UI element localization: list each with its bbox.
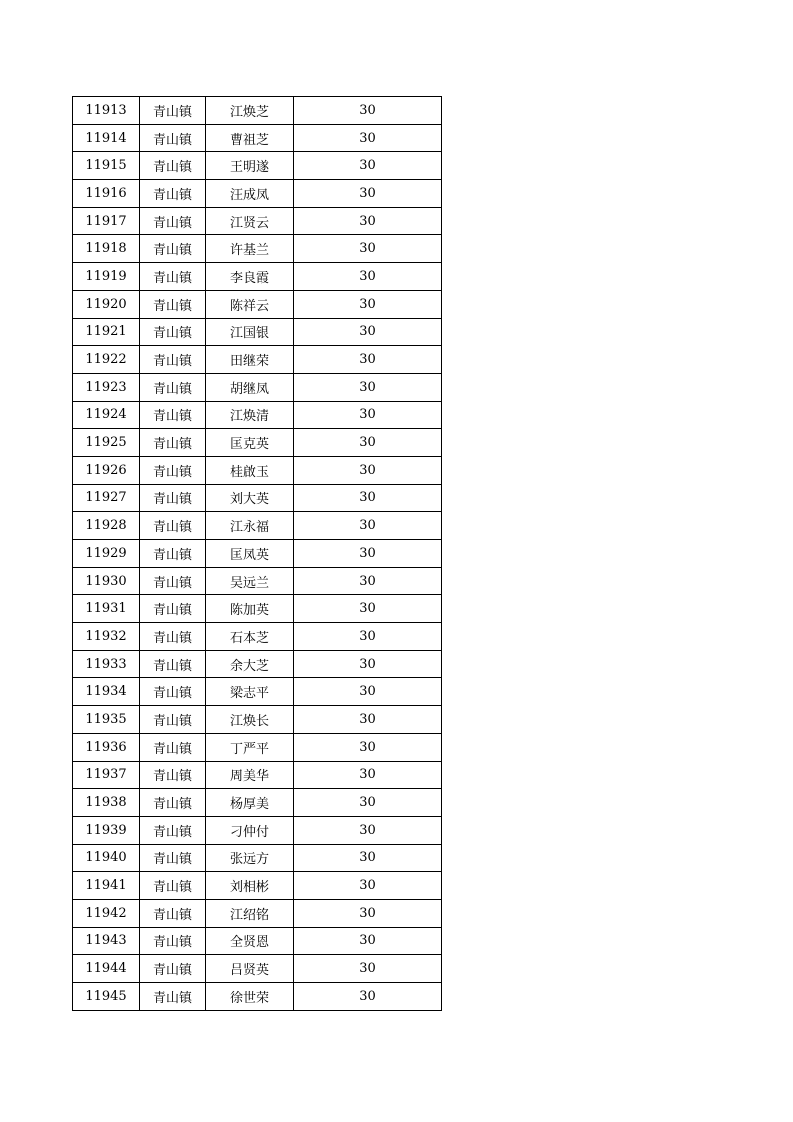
cell-id: 11924	[73, 401, 140, 429]
cell-id: 11926	[73, 456, 140, 484]
cell-name: 刘相彬	[206, 872, 294, 900]
cell-name: 汪成凤	[206, 180, 294, 208]
cell-id: 11913	[73, 97, 140, 125]
cell-town: 青山镇	[140, 263, 206, 291]
cell-amount: 30	[294, 318, 442, 346]
table-row	[73, 263, 442, 291]
table-row	[73, 290, 442, 318]
table-row	[73, 373, 442, 401]
cell-name: 李良霞	[206, 263, 294, 291]
cell-town: 青山镇	[140, 429, 206, 457]
cell-amount: 30	[294, 872, 442, 900]
cell-town: 青山镇	[140, 484, 206, 512]
cell-town: 青山镇	[140, 899, 206, 927]
cell-id: 11925	[73, 429, 140, 457]
cell-id: 11942	[73, 899, 140, 927]
table-row	[73, 346, 442, 374]
table-row	[73, 484, 442, 512]
cell-amount: 30	[294, 263, 442, 291]
cell-id: 11937	[73, 761, 140, 789]
cell-town: 青山镇	[140, 706, 206, 734]
cell-name: 江焕芝	[206, 97, 294, 125]
table-row	[73, 844, 442, 872]
cell-id: 11938	[73, 789, 140, 817]
cell-name: 江焕长	[206, 706, 294, 734]
cell-id: 11922	[73, 346, 140, 374]
cell-id: 11945	[73, 983, 140, 1011]
table-row	[73, 872, 442, 900]
cell-amount: 30	[294, 97, 442, 125]
cell-amount: 30	[294, 235, 442, 263]
cell-name: 江永福	[206, 512, 294, 540]
cell-id: 11939	[73, 816, 140, 844]
cell-amount: 30	[294, 567, 442, 595]
cell-amount: 30	[294, 844, 442, 872]
cell-town: 青山镇	[140, 346, 206, 374]
cell-town: 青山镇	[140, 872, 206, 900]
cell-name: 江国银	[206, 318, 294, 346]
cell-amount: 30	[294, 955, 442, 983]
cell-town: 青山镇	[140, 623, 206, 651]
table-row	[73, 678, 442, 706]
cell-town: 青山镇	[140, 678, 206, 706]
cell-name: 刘大英	[206, 484, 294, 512]
cell-name: 曹祖芝	[206, 124, 294, 152]
cell-amount: 30	[294, 124, 442, 152]
cell-amount: 30	[294, 789, 442, 817]
cell-amount: 30	[294, 401, 442, 429]
cell-name: 江焕清	[206, 401, 294, 429]
table-body	[73, 97, 442, 1011]
cell-town: 青山镇	[140, 983, 206, 1011]
table-row	[73, 456, 442, 484]
cell-amount: 30	[294, 678, 442, 706]
cell-id: 11916	[73, 180, 140, 208]
cell-town: 青山镇	[140, 318, 206, 346]
cell-town: 青山镇	[140, 595, 206, 623]
cell-amount: 30	[294, 207, 442, 235]
cell-amount: 30	[294, 595, 442, 623]
cell-name: 丁严平	[206, 733, 294, 761]
cell-id: 11920	[73, 290, 140, 318]
cell-name: 许基兰	[206, 235, 294, 263]
cell-amount: 30	[294, 290, 442, 318]
cell-amount: 30	[294, 540, 442, 568]
table-row	[73, 899, 442, 927]
cell-id: 11941	[73, 872, 140, 900]
cell-town: 青山镇	[140, 207, 206, 235]
table-row	[73, 706, 442, 734]
cell-town: 青山镇	[140, 733, 206, 761]
cell-name: 匡克英	[206, 429, 294, 457]
cell-id: 11940	[73, 844, 140, 872]
cell-amount: 30	[294, 180, 442, 208]
table-row	[73, 983, 442, 1011]
cell-name: 周美华	[206, 761, 294, 789]
cell-amount: 30	[294, 346, 442, 374]
cell-town: 青山镇	[140, 540, 206, 568]
cell-name: 江绍铭	[206, 899, 294, 927]
cell-town: 青山镇	[140, 761, 206, 789]
table-row	[73, 927, 442, 955]
table-row	[73, 318, 442, 346]
cell-amount: 30	[294, 512, 442, 540]
cell-town: 青山镇	[140, 567, 206, 595]
cell-amount: 30	[294, 761, 442, 789]
cell-id: 11936	[73, 733, 140, 761]
cell-town: 青山镇	[140, 373, 206, 401]
cell-name: 陈加英	[206, 595, 294, 623]
cell-id: 11929	[73, 540, 140, 568]
cell-name: 吴远兰	[206, 567, 294, 595]
cell-id: 11927	[73, 484, 140, 512]
cell-amount: 30	[294, 927, 442, 955]
cell-amount: 30	[294, 152, 442, 180]
cell-town: 青山镇	[140, 844, 206, 872]
table-row	[73, 512, 442, 540]
cell-name: 胡继凤	[206, 373, 294, 401]
cell-town: 青山镇	[140, 816, 206, 844]
cell-amount: 30	[294, 484, 442, 512]
cell-id: 11921	[73, 318, 140, 346]
table-row	[73, 540, 442, 568]
table-row	[73, 650, 442, 678]
cell-name: 余大芝	[206, 650, 294, 678]
cell-amount: 30	[294, 456, 442, 484]
cell-name: 徐世荣	[206, 983, 294, 1011]
cell-town: 青山镇	[140, 124, 206, 152]
cell-amount: 30	[294, 899, 442, 927]
cell-name: 王明遂	[206, 152, 294, 180]
cell-id: 11934	[73, 678, 140, 706]
cell-amount: 30	[294, 373, 442, 401]
cell-amount: 30	[294, 983, 442, 1011]
cell-name: 石本芝	[206, 623, 294, 651]
table-row	[73, 235, 442, 263]
cell-town: 青山镇	[140, 290, 206, 318]
table-row	[73, 207, 442, 235]
table-row	[73, 567, 442, 595]
cell-name: 匡凤英	[206, 540, 294, 568]
table-row	[73, 97, 442, 125]
cell-name: 江贤云	[206, 207, 294, 235]
cell-name: 田继荣	[206, 346, 294, 374]
cell-town: 青山镇	[140, 650, 206, 678]
table-row	[73, 429, 442, 457]
cell-id: 11930	[73, 567, 140, 595]
cell-id: 11928	[73, 512, 140, 540]
cell-town: 青山镇	[140, 97, 206, 125]
cell-id: 11943	[73, 927, 140, 955]
cell-id: 11918	[73, 235, 140, 263]
cell-id: 11919	[73, 263, 140, 291]
cell-amount: 30	[294, 623, 442, 651]
cell-town: 青山镇	[140, 955, 206, 983]
cell-id: 11944	[73, 955, 140, 983]
cell-id: 11932	[73, 623, 140, 651]
cell-name: 桂啟玉	[206, 456, 294, 484]
cell-name: 梁志平	[206, 678, 294, 706]
table-row	[73, 623, 442, 651]
cell-name: 杨厚美	[206, 789, 294, 817]
cell-amount: 30	[294, 650, 442, 678]
cell-town: 青山镇	[140, 512, 206, 540]
cell-amount: 30	[294, 733, 442, 761]
cell-name: 陈祥云	[206, 290, 294, 318]
cell-amount: 30	[294, 429, 442, 457]
cell-amount: 30	[294, 706, 442, 734]
cell-id: 11923	[73, 373, 140, 401]
table-row	[73, 595, 442, 623]
table-row	[73, 789, 442, 817]
cell-town: 青山镇	[140, 180, 206, 208]
table-row	[73, 816, 442, 844]
cell-town: 青山镇	[140, 235, 206, 263]
cell-amount: 30	[294, 816, 442, 844]
table-row	[73, 124, 442, 152]
cell-id: 11914	[73, 124, 140, 152]
cell-town: 青山镇	[140, 789, 206, 817]
cell-town: 青山镇	[140, 456, 206, 484]
table-row	[73, 152, 442, 180]
cell-name: 刁仲付	[206, 816, 294, 844]
cell-id: 11933	[73, 650, 140, 678]
table-row	[73, 401, 442, 429]
cell-town: 青山镇	[140, 927, 206, 955]
cell-town: 青山镇	[140, 152, 206, 180]
data-table	[72, 96, 442, 1011]
table-row	[73, 733, 442, 761]
table-row	[73, 761, 442, 789]
cell-id: 11935	[73, 706, 140, 734]
cell-id: 11917	[73, 207, 140, 235]
cell-name: 张远方	[206, 844, 294, 872]
cell-town: 青山镇	[140, 401, 206, 429]
cell-name: 全贤恩	[206, 927, 294, 955]
cell-id: 11931	[73, 595, 140, 623]
cell-id: 11915	[73, 152, 140, 180]
table-row	[73, 180, 442, 208]
cell-name: 吕贤英	[206, 955, 294, 983]
table-row	[73, 955, 442, 983]
